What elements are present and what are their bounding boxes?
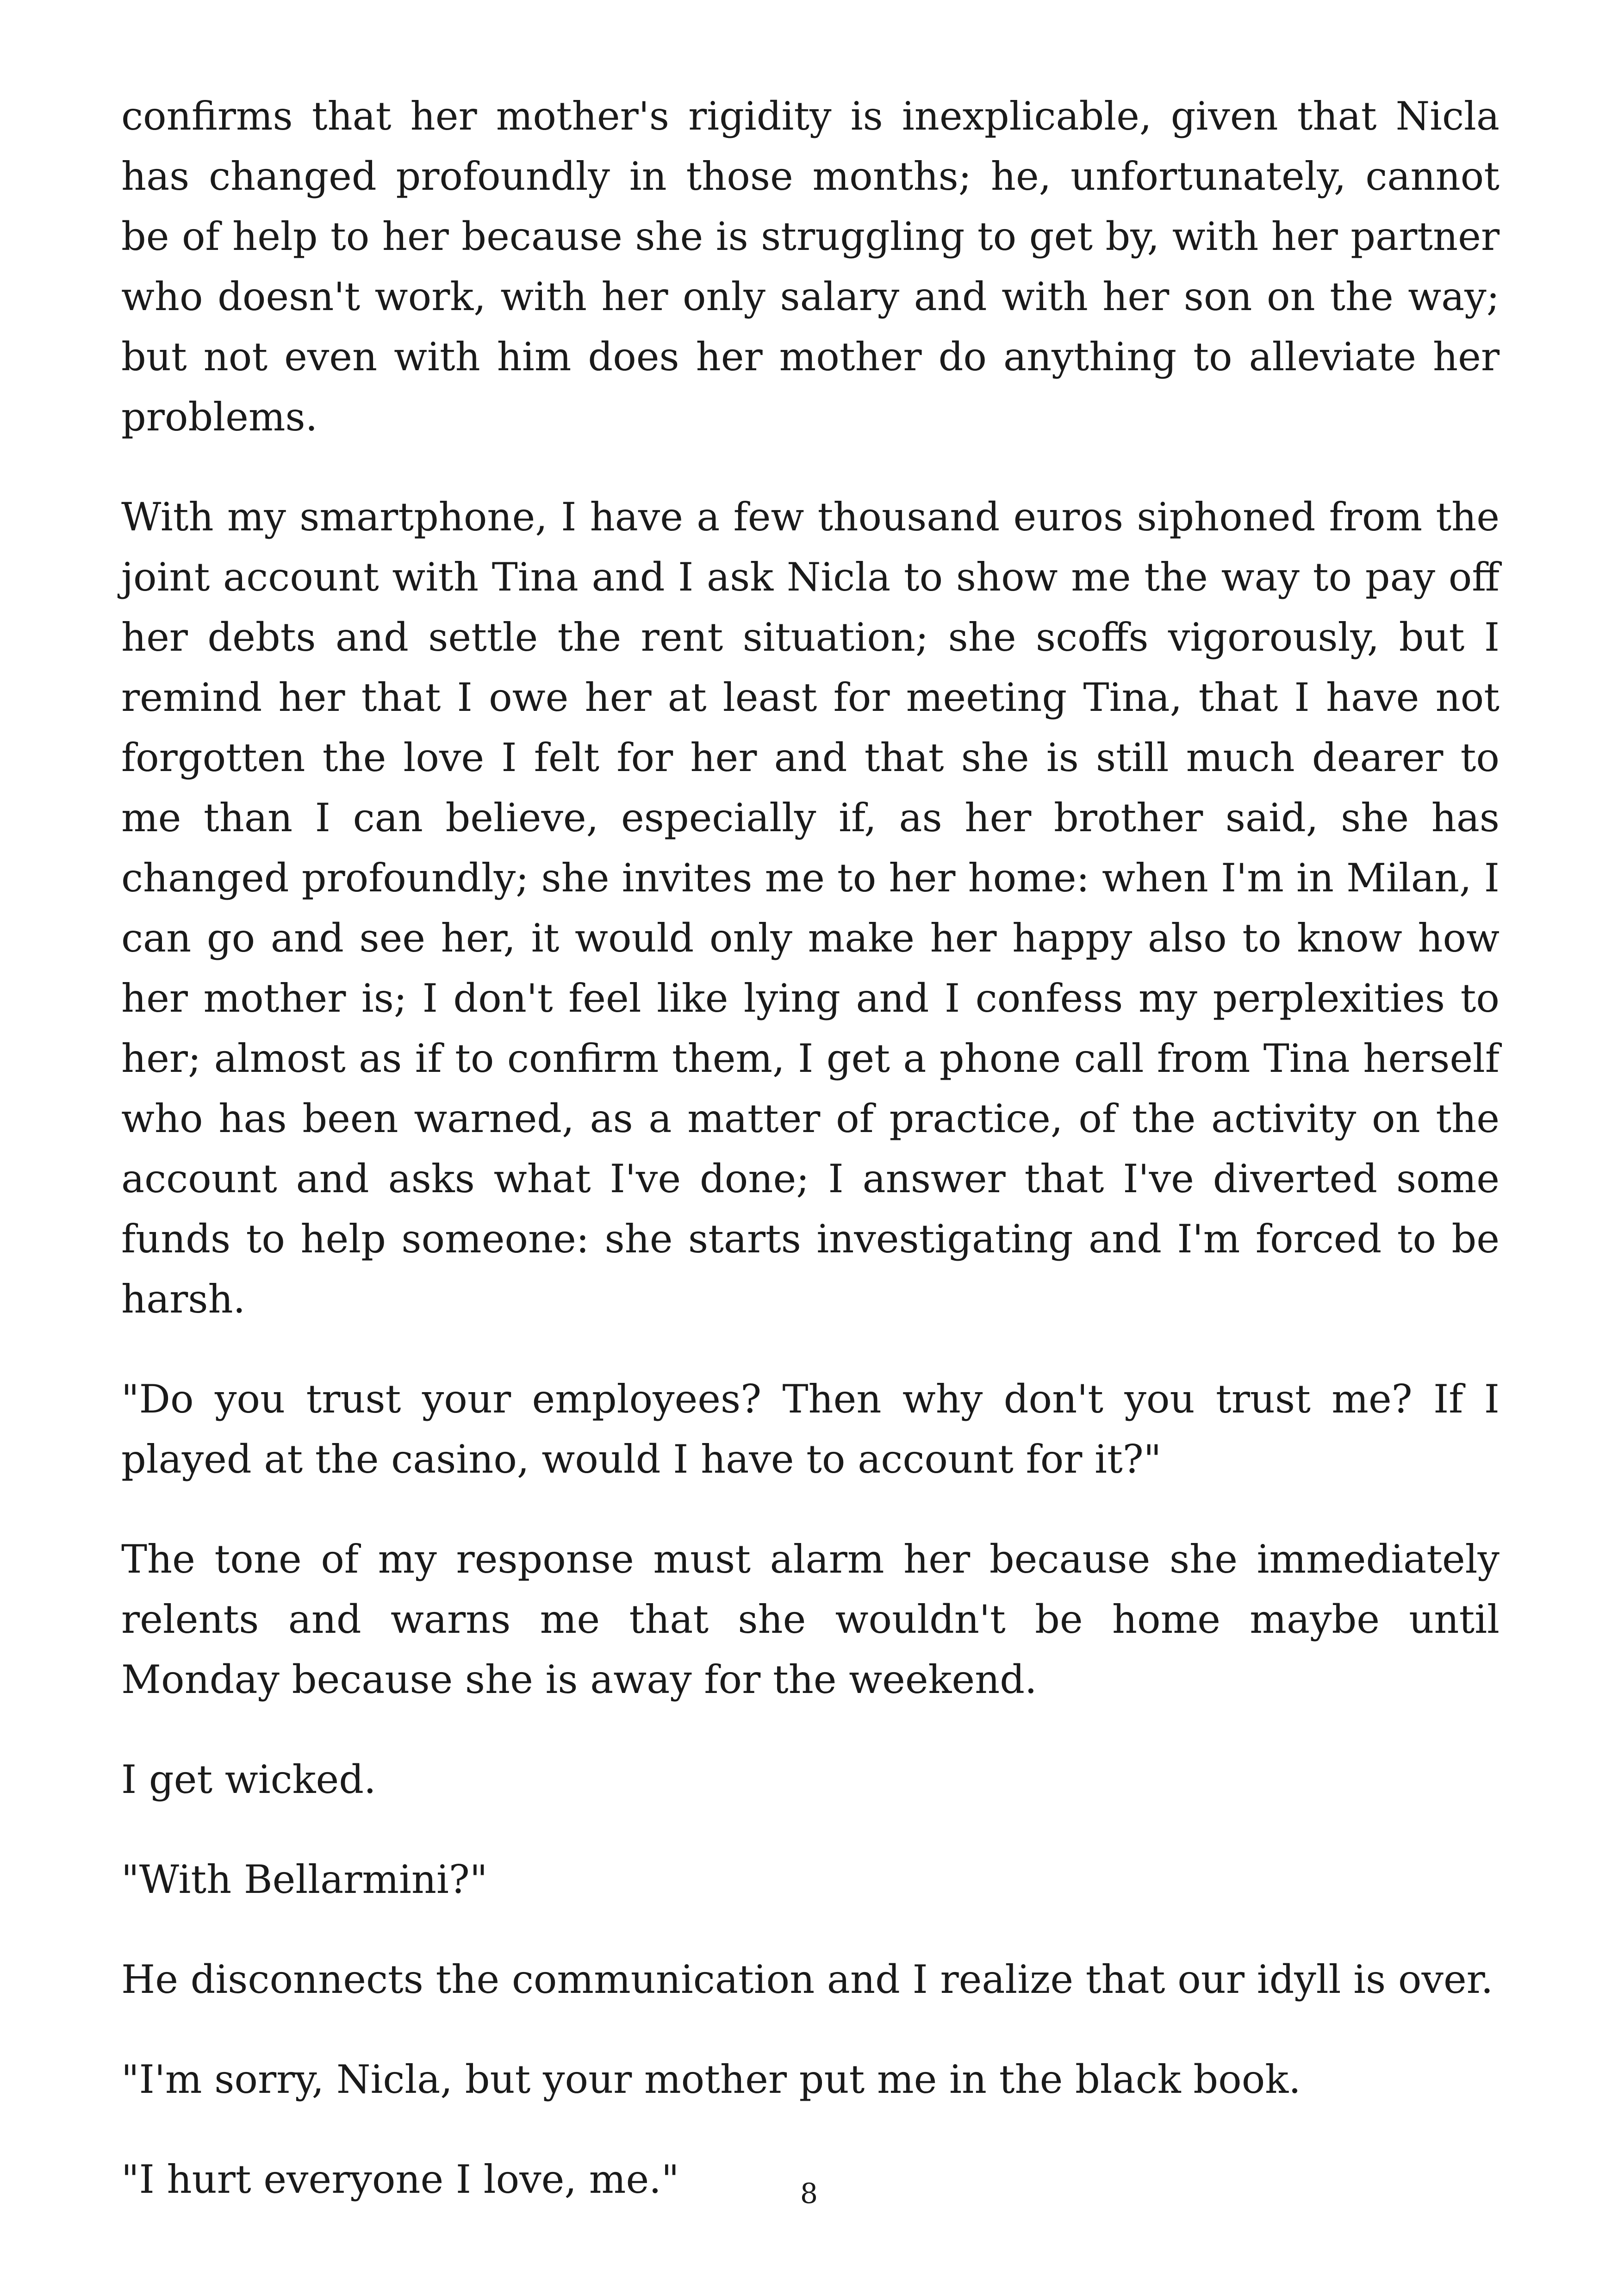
paragraph: "I'm sorry, Nicla, but your mother put me in the black book. (121, 2057, 1301, 2102)
paragraph: "With Bellarmini?" (121, 1857, 488, 1902)
paragraph: The tone of my response must alarm her because she immediately relents and warns me that she wouldn't be home maybe until Monday because she is away for the weekend. (121, 1537, 1500, 1702)
paragraph: "I hurt everyone I love, me." (121, 2157, 679, 2202)
paragraph: I get wicked. (121, 1757, 376, 1802)
paragraph: With my smartphone, I have a few thousand euros siphoned from the joint account with Tina and I ask Nicla to show me the way to pay off her debts and settle the rent situation; she scoffs vigorously, but I remind her that I owe her at least for meeting Tina, that I have not forgotten the love I felt for her and that she is still much dearer to me than I can believe, especially if, as her brother said, she has changed profoundly; she invites me to her home: when I'm in Milan, I can go and see her, it would only make her happy also to know how her mother is; I don't feel like lying and I confess my perplexities to her; almost as if to confirm them, I get a phone call from Tina herself who has been warned, as a matter of practice, of the activity on the account and asks what I've done; I answer that I've diverted some funds to help someone: she starts investigating and I'm forced to be harsh. (121, 494, 1500, 1322)
body-text (121, 86, 1500, 2249)
paragraph: He disconnects the communication and I realize that our idyll is over. (121, 1957, 1494, 2002)
paragraph: confirms that her mother's rigidity is inexplicable, given that Nicla has changed profoundly in those months; he, unfortunately, cannot be of help to her because she is struggling to get by, with her partner who doesn't work, with her only salary and with her son on the way; but not even with him does her mother do anything to alleviate her problems. (121, 93, 1500, 440)
paragraph: "Do you trust your employees? Then why don't you trust me? If I played at the casino, would I have to account for it?" (121, 1376, 1500, 1482)
page-number: 8 (800, 2178, 818, 2210)
